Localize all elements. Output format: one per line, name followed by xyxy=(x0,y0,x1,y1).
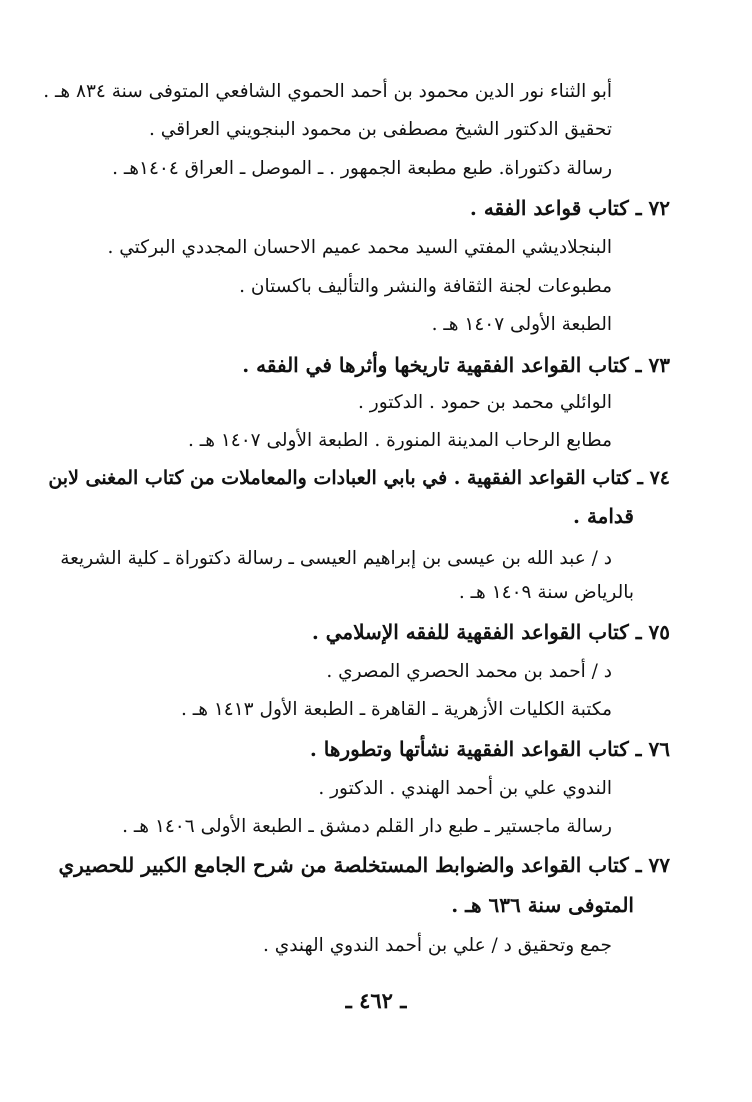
text-line-publisher-73: مطابع الرحاب المدينة المنورة . الطبعة الأولى ١٤٠٧ هـ . xyxy=(188,430,612,451)
text-line-editor-1: تحقيق الدكتور الشيخ مصطفى بن محمود البنجويني العراقي . xyxy=(149,119,612,140)
text-line-author-72: البنجلاديشي المفتي السيد محمد عميم الاحسان المجددي البركتي . xyxy=(107,237,612,258)
entry-heading-73: ٧٣ ـ كتاب القواعد الفقهية تاريخها وأثرها في الفقه . xyxy=(242,353,670,377)
text-line-publisher-75: مكتبة الكليات الأزهرية ـ القاهرة ـ الطبعة الأول ١٤١٣ هـ . xyxy=(181,699,612,720)
text-line-publisher-76: رسالة ماجستير ـ طبع دار القلم دمشق ـ الطبعة الأولى ١٤٠٦ هـ . xyxy=(122,816,612,837)
text-line-edition-72: الطبعة الأولى ١٤٠٧ هـ . xyxy=(431,314,612,335)
entry-heading-77-continued: المتوفى سنة ٦٣٦ هـ . xyxy=(451,893,634,917)
entry-heading-76: ٧٦ ـ كتاب القواعد الفقهية نشأتها وتطورها . xyxy=(309,737,670,761)
entry-heading-75: ٧٥ ـ كتاب القواعد الفقهية للفقه الإسلامي . xyxy=(311,620,670,644)
page-number: ـ ٤٦٢ ـ xyxy=(345,988,407,1013)
entry-heading-74-continued: قدامة . xyxy=(573,504,634,528)
text-line-author-76: الندوي علي بن أحمد الهندي . الدكتور . xyxy=(318,778,612,799)
text-line-author-74: د / عبد الله بن عيسى بن إبراهيم العيسى ـ رسالة دكتوراة ـ كلية الشريعة xyxy=(60,548,612,569)
entry-heading-77: ٧٧ ـ كتاب القواعد والضوابط المستخلصة من شرح الجامع الكبير للحصيري xyxy=(58,853,670,877)
text-line-editor-77: جمع وتحقيق د / علي بن أحمد الندوي الهندي . xyxy=(262,935,612,956)
text-line-publication-1: رسالة دكتوراة. طبع مطبعة الجمهور . ـ الموصل ـ العراق ١٤٠٤هـ . xyxy=(112,158,612,179)
text-line-author-73: الوائلي محمد بن حمود . الدكتور . xyxy=(358,392,612,413)
text-line-author-1: أبو الثناء نور الدين محمود بن أحمد الحموي الشافعي المتوفى سنة ٨٣٤ هـ . xyxy=(43,81,612,102)
text-line-author-75: د / أحمد بن محمد الحصري المصري . xyxy=(326,661,612,682)
entry-heading-72: ٧٢ ـ كتاب قواعد الفقه . xyxy=(469,196,670,220)
entry-heading-74: ٧٤ ـ كتاب القواعد الفقهية . في بابي العبادات والمعاملات من كتاب المغنى لابن xyxy=(48,467,670,489)
text-line-publisher-72: مطبوعات لجنة الثقافة والنشر والتأليف باكستان . xyxy=(239,276,612,297)
text-line-details-74: بالرياض سنة ١٤٠٩ هـ . xyxy=(458,582,634,603)
